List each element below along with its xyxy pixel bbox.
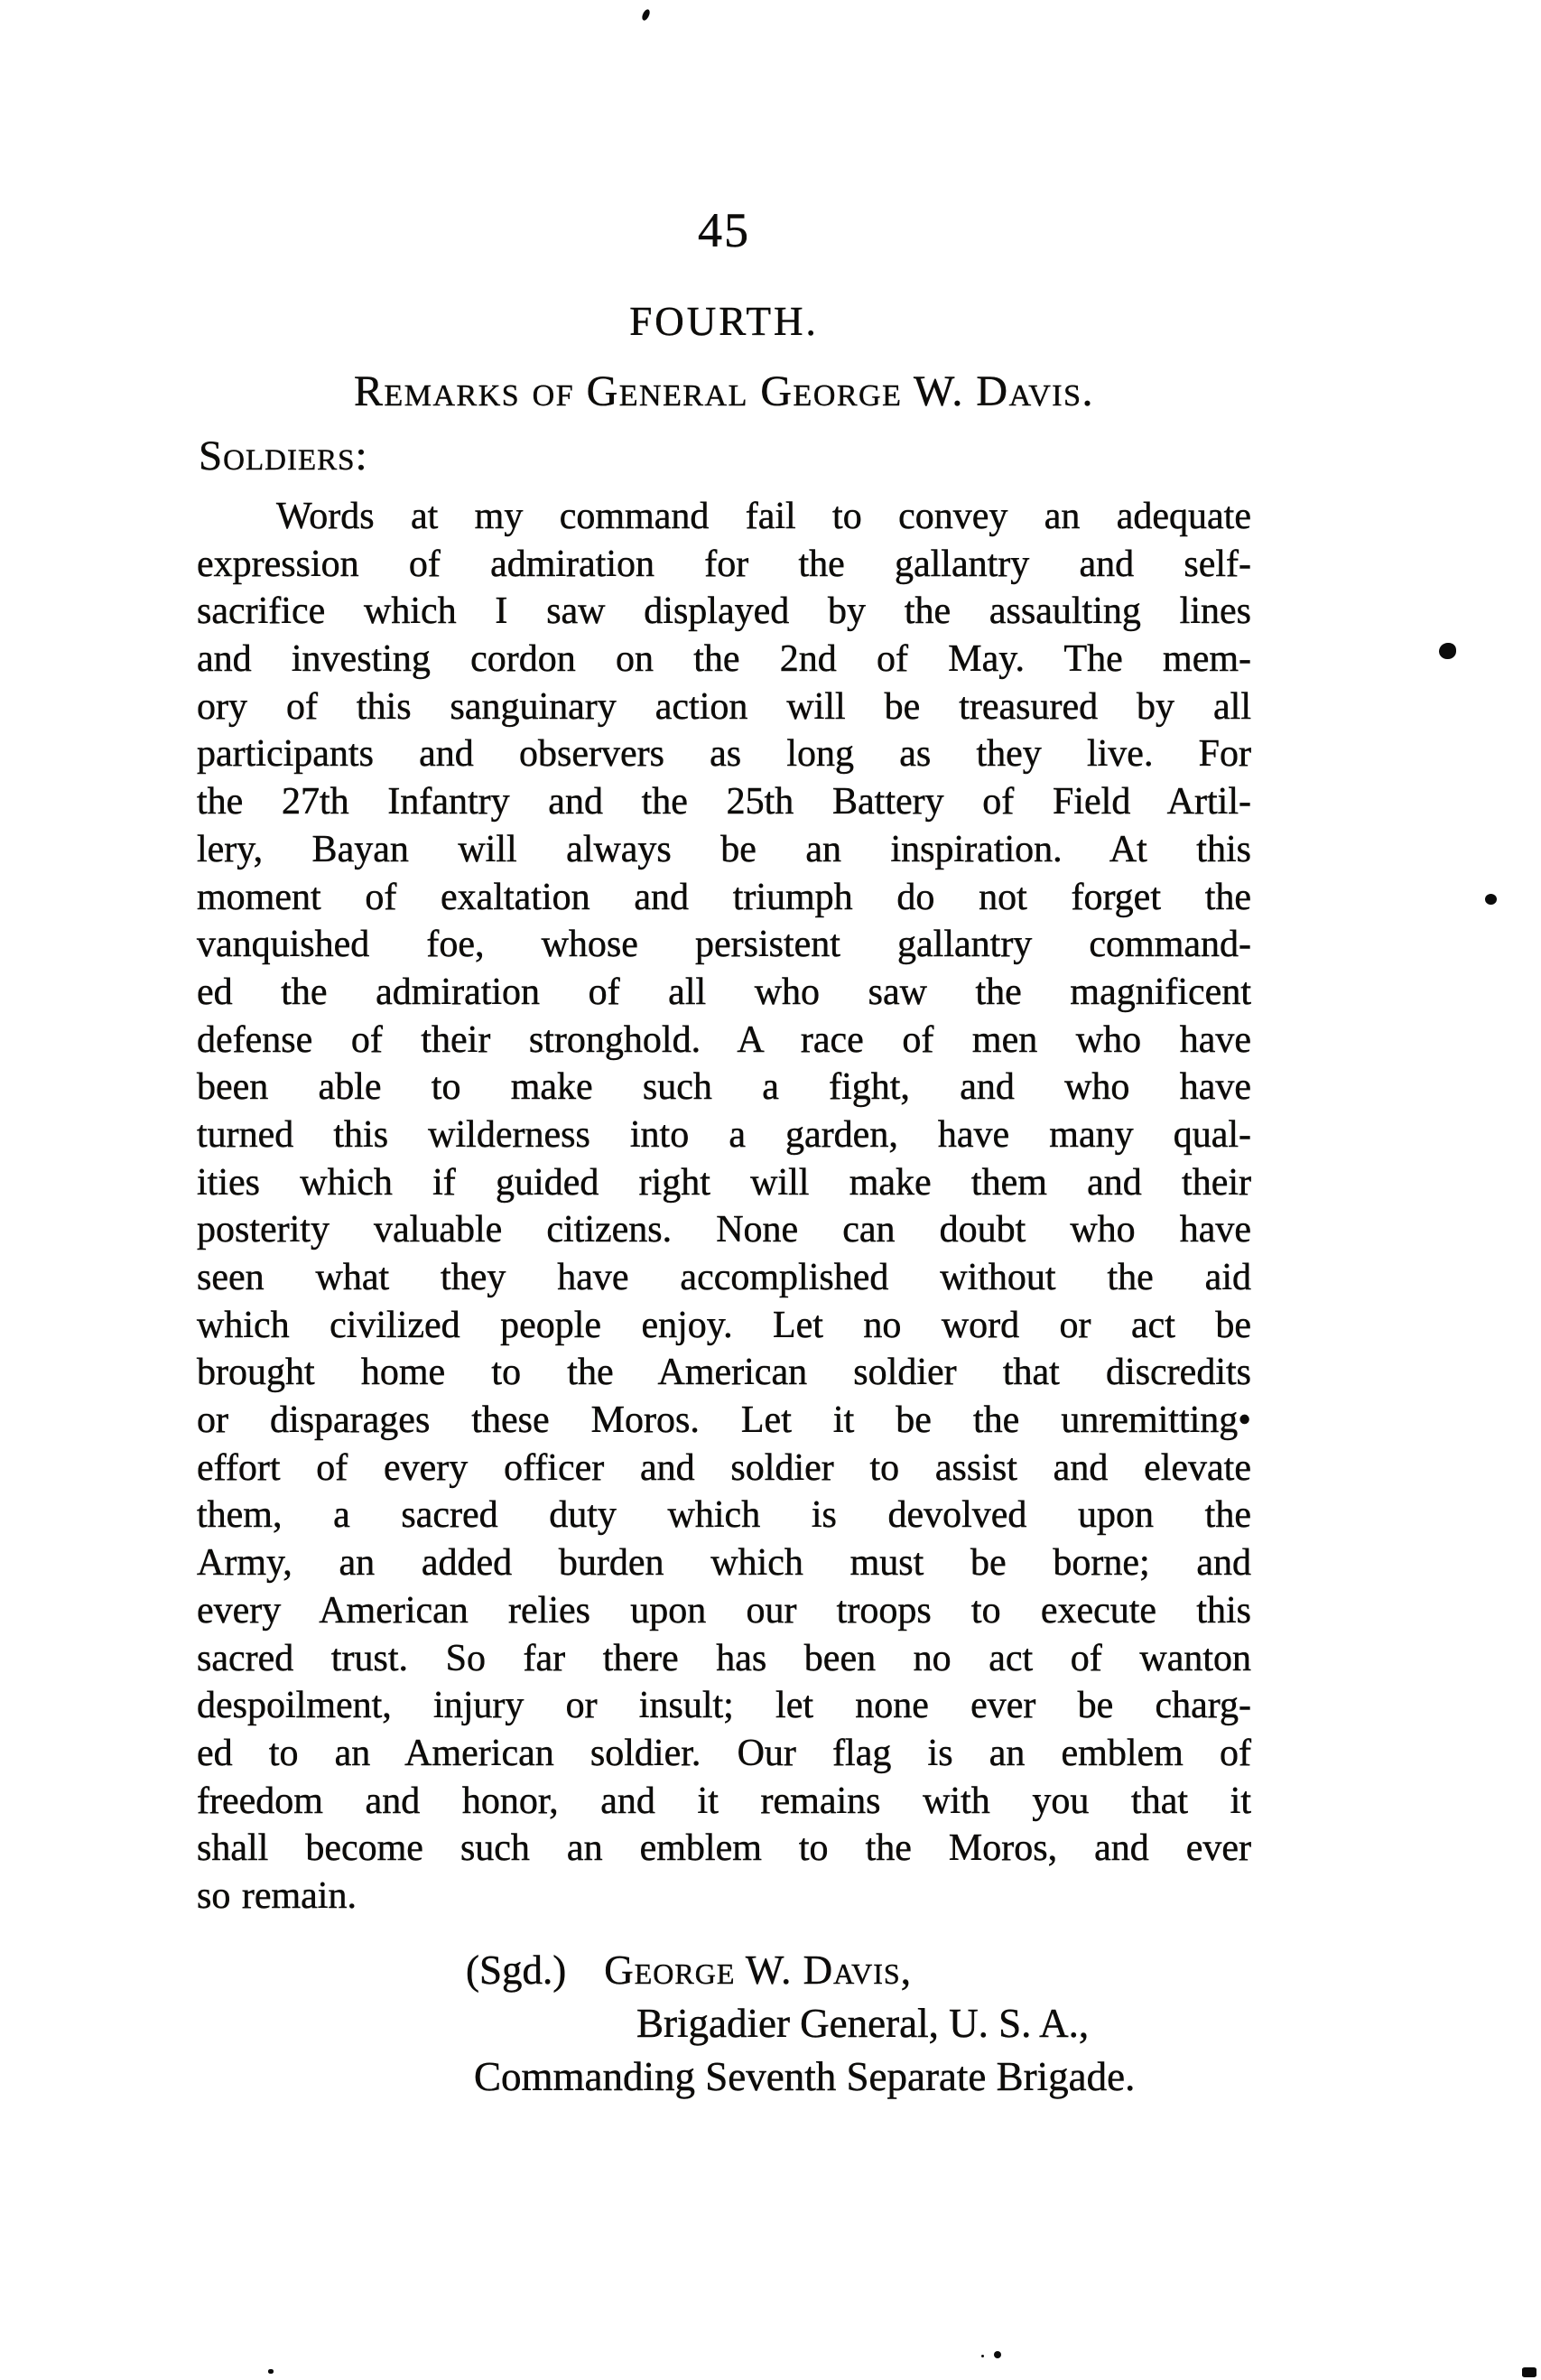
body-line: been able to make such a fight, and who have	[197, 1066, 1251, 1109]
corner-mark	[1522, 2367, 1536, 2377]
body-line: and investing cordon on the 2nd of May. The mem-	[197, 638, 1251, 681]
signatory-rank: Brigadier General, U. S. A.,	[636, 2001, 1090, 2046]
body-line: Words at my command fail to convey an adequate	[276, 496, 1251, 537]
body-line: despoilment, injury or insult; let none ever be charg-	[197, 1685, 1251, 1727]
body-line: every American relies upon our troops to execute this	[197, 1589, 1251, 1632]
body-line: brought home to the American soldier that discredits	[197, 1352, 1251, 1394]
body-line: turned this wilderness into a garden, have many qual-	[197, 1113, 1251, 1156]
body-line: so remain.	[197, 1874, 357, 1917]
ink-blob	[1485, 894, 1497, 905]
sgd-abbreviation: (Sgd.)	[466, 1948, 567, 1993]
body-line: ed to an American soldier. Our flag is an emblem of	[197, 1732, 1251, 1774]
body-line: freedom and honor, and it remains with you that it	[197, 1780, 1251, 1822]
body-line: moment of exaltation and triumph do not forget the	[197, 876, 1251, 918]
body-line: which civilized people enjoy. Let no word or act be	[197, 1304, 1251, 1346]
signature-line-signed	[466, 1947, 912, 1994]
body-line: vanquished foe, whose persistent gallantry command-	[197, 924, 1251, 966]
section-heading: FOURTH.	[629, 299, 819, 344]
body-line: Army, an added burden which must be borne; and	[197, 1542, 1251, 1585]
ink-blob	[1439, 643, 1456, 659]
body-line: expression of admiration for the gallantry and self-	[197, 543, 1251, 585]
body-line: effort of every officer and soldier to assist and elevate	[197, 1446, 1251, 1489]
body-line: sacred trust. So far there has been no act of wanton	[197, 1637, 1251, 1679]
salutation: Soldiers:	[199, 432, 368, 479]
body-line: or disparages these Moros. Let it be the unremitting•	[197, 1399, 1251, 1442]
body-line: defense of their stronghold. A race of men who have	[197, 1018, 1251, 1061]
body-line: participants and observers as long as they live. For	[197, 733, 1251, 776]
ink-dot	[268, 2369, 274, 2374]
body-line: them, a sacred duty which is devolved upon the	[197, 1494, 1251, 1537]
document-title: Remarks of General George W. Davis.	[353, 367, 1095, 415]
body-line: sacrifice which I saw displayed by the assaulting lines	[197, 590, 1251, 633]
body-line: ities which if guided right will make them and their	[197, 1161, 1251, 1204]
ink-dot	[981, 2355, 984, 2357]
body-line: lery, Bayan will always be an inspiration. At this	[197, 828, 1251, 870]
signatory-command: Commanding Seventh Separate Brigade.	[474, 2054, 1136, 2099]
page-number: 45	[698, 203, 750, 257]
body-paragraph	[197, 493, 1251, 1920]
body-line: posterity valuable citizens. None can doubt who have	[197, 1209, 1251, 1251]
body-line: shall become such an emblem to the Moros, and ever	[197, 1827, 1251, 1870]
body-line: ed the admiration of all who saw the magnificent	[197, 971, 1251, 1013]
body-line: the 27th Infantry and the 25th Battery of Field Artil-	[197, 781, 1251, 823]
text-column	[197, 0, 1251, 2380]
signatory-name: George W. Davis,	[604, 1948, 912, 1993]
body-line: seen what they have accomplished without the aid	[197, 1257, 1251, 1298]
body-line: ory of this sanguinary action will be treasured by all	[197, 685, 1251, 728]
ink-dot	[994, 2351, 1001, 2358]
